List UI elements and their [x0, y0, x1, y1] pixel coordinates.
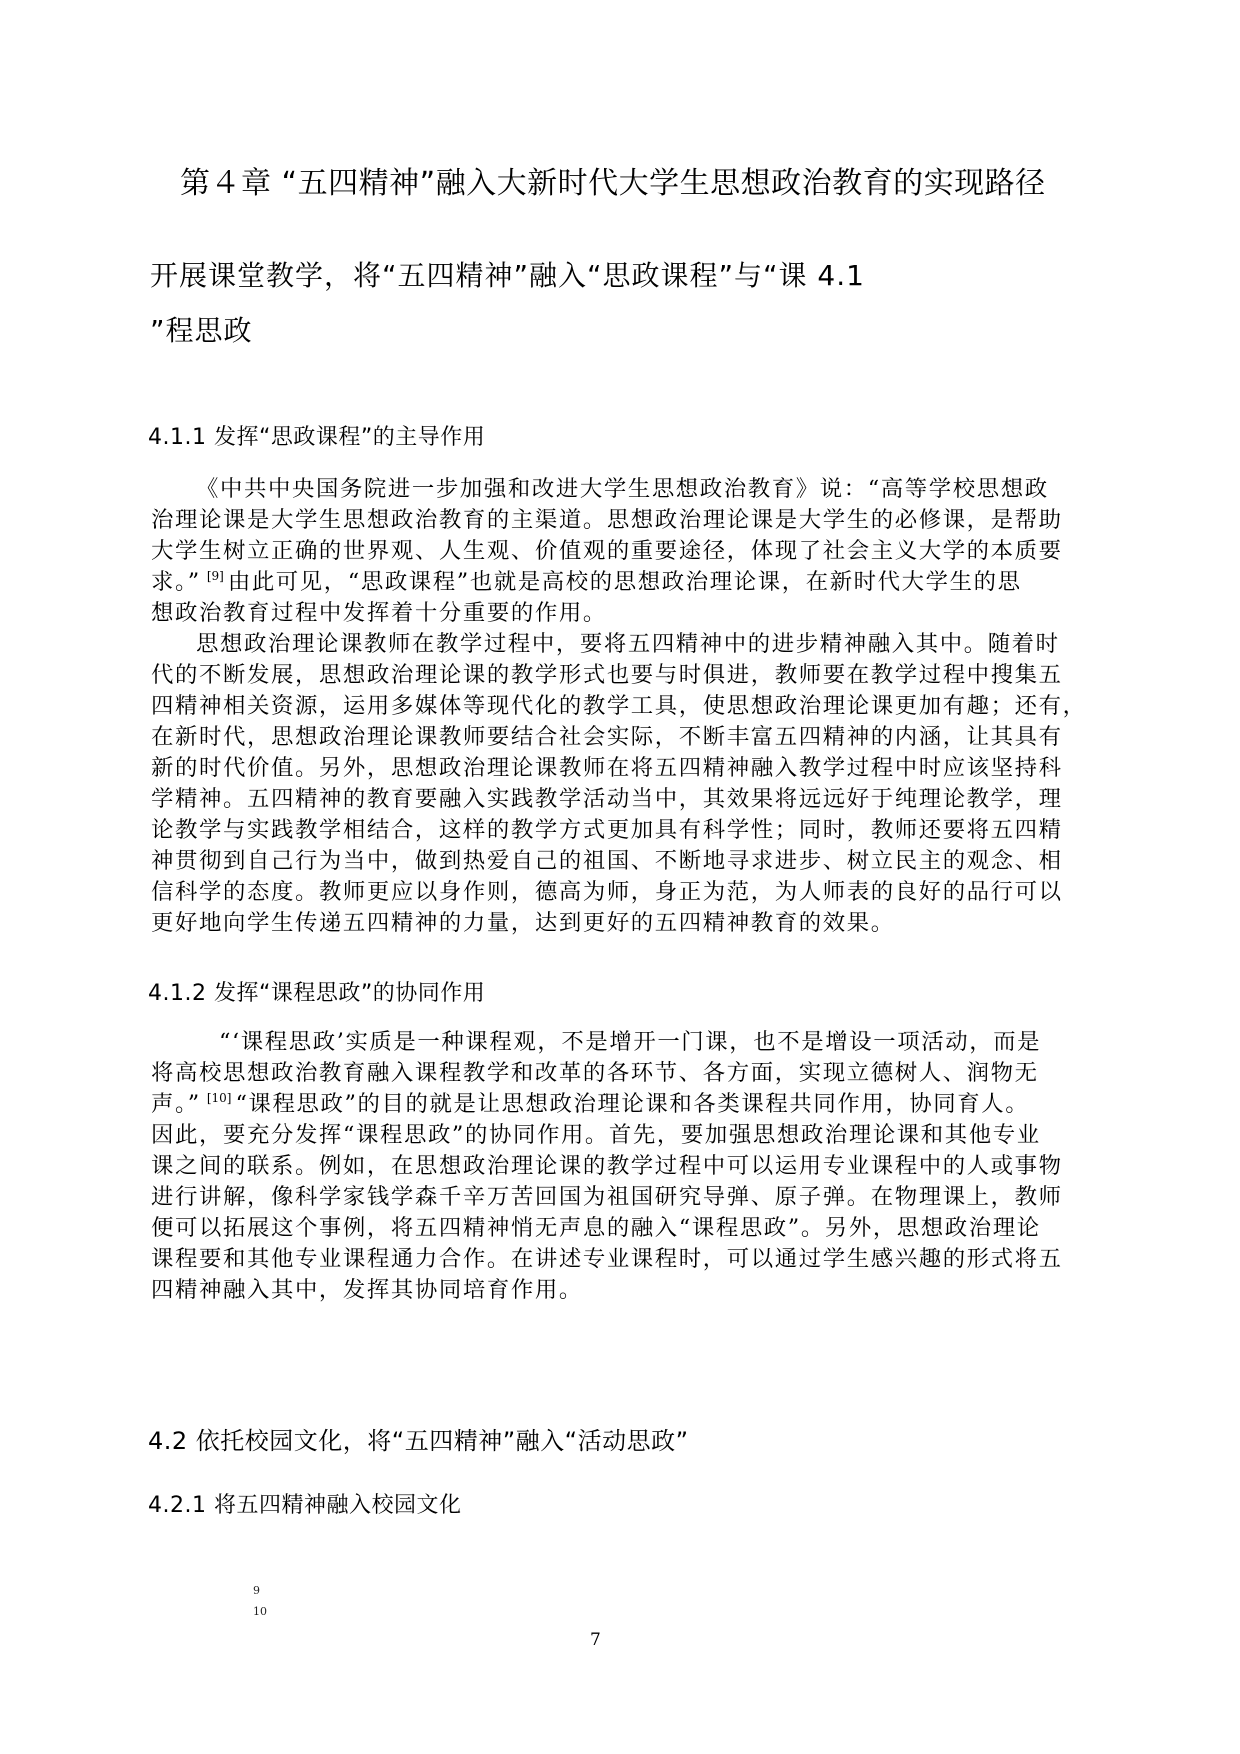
text-line: 因此，要充分发挥“课程思政”的协同作用。首先，要加强思想政治理论课和其他专业 — [151, 1122, 1041, 1148]
text-line: 在新时代，思想政治理论课教师要结合社会实际，不断丰富五四精神的内涵，让其具有 — [151, 724, 1063, 750]
paragraph-4-1-1-a — [151, 474, 1111, 629]
section-4-2-heading: 4.2 依托校园文化，将“五四精神”融入“活动思政” — [148, 1427, 689, 1455]
text-line — [151, 1089, 1111, 1120]
citation-ref[interactable]: [9] — [206, 569, 224, 583]
text-line: 便可以拓展这个事例，将五四精神悄无声息的融入“课程思政”。另外，思想政治理论 — [151, 1215, 1041, 1241]
text-line: 《中共中央国务院进一步加强和改进大学生思想政治教育》说：“高等学校思想政 — [196, 476, 1049, 502]
chapter-title: 第４章 “五四精神”融入大新时代大学生思想政治教育的实现路径 — [180, 166, 1046, 201]
text-line: 信科学的态度。教师更应以身作则，德高为师，身正为范，为人师表的良好的品行可以 — [151, 879, 1063, 905]
text-line: 论教学与实践教学相结合，这样的教学方式更加具有科学性；同时，教师还要将五四精 — [151, 817, 1063, 843]
section-4-1-2-heading: 4.1.2 发挥“课程思政”的协同作用 — [148, 981, 486, 1006]
text-line: “‘课程思政’实质是一种课程观，不是增开一门课，也不是增设一项活动，而是 — [219, 1029, 1042, 1055]
footnote-marker: 10 — [253, 1605, 267, 1618]
text-line: 大学生树立正确的世界观、人生观、价值观的重要途径，体现了社会主义大学的本质要 — [151, 538, 1063, 564]
text-line: 课之间的联系。例如，在思想政治理论课的教学过程中可以运用专业课程中的人或事物 — [151, 1153, 1063, 1179]
text-line: 新的时代价值。另外，思想政治理论课教师在将五四精神融入教学过程中时应该坚持科 — [151, 755, 1063, 781]
text-line: 课程要和其他专业课程通力合作。在讲述专业课程时，可以通过学生感兴趣的形式将五 — [151, 1246, 1063, 1272]
text-line: 想政治教育过程中发挥着十分重要的作用。 — [151, 600, 607, 626]
text-line: 代的不断发展，思想政治理论课的教学形式也要与时俱进，教师要在教学过程中搜集五 — [151, 662, 1063, 688]
text-fragment: 求。” — [151, 569, 201, 595]
text-line: 更好地向学生传递五四精神的力量，达到更好的五四精神教育的效果。 — [151, 910, 895, 936]
text-line: 治理论课是大学生思想政治教育的主渠道。思想政治理论课是大学生的必修课，是帮助 — [151, 507, 1063, 533]
text-fragment: “课程思政”的目的就是让思想政治理论课和各类课程共同作用，协同育人。 — [235, 1091, 1030, 1117]
footnote-marker: 9 — [253, 1584, 260, 1597]
text-line: 四精神相关资源，运用多媒体等现代化的教学工具，使思想政治理论课更加有趣；还有， — [151, 693, 1087, 719]
section-4-1-heading-line2: ”程思政 — [150, 314, 253, 347]
page-number: 7 — [590, 1630, 601, 1650]
paragraph-4-1-1-b — [151, 629, 1111, 939]
section-4-1-heading-line1: 开展课堂教学，将“五四精神”融入“思政课程”与“课 4.1 — [150, 259, 865, 292]
section-4-1-1-heading: 4.1.1 发挥“思政课程”的主导作用 — [148, 425, 486, 450]
text-line: 学精神。五四精神的教育要融入实践教学活动当中，其效果将远远好于纯理论教学，理 — [151, 786, 1063, 812]
paragraph-4-1-2 — [151, 1027, 1111, 1306]
text-line: 四精神融入其中，发挥其协同培育作用。 — [151, 1277, 583, 1303]
text-line: 思想政治理论课教师在教学过程中，要将五四精神中的进步精神融入其中。随着时 — [196, 631, 1060, 657]
text-line: 将高校思想政治教育融入课程教学和改革的各环节、各方面，实现立德树人、润物无 — [151, 1060, 1039, 1086]
text-fragment: 由此可见，“思政课程”也就是高校的思想政治理论课，在新时代大学生的思 — [227, 569, 1022, 595]
text-line: 进行讲解，像科学家钱学森千辛万苦回国为祖国研究导弹、原子弹。在物理课上，教师 — [151, 1184, 1063, 1210]
section-4-2-1-heading: 4.2.1 将五四精神融入校园文化 — [148, 1493, 462, 1518]
text-fragment: 声。” — [151, 1091, 201, 1117]
citation-ref[interactable]: [10] — [206, 1091, 232, 1105]
text-line — [151, 567, 1111, 598]
text-line: 神贯彻到自己行为当中，做到热爱自己的祖国、不断地寻求进步、树立民主的观念、相 — [151, 848, 1063, 874]
